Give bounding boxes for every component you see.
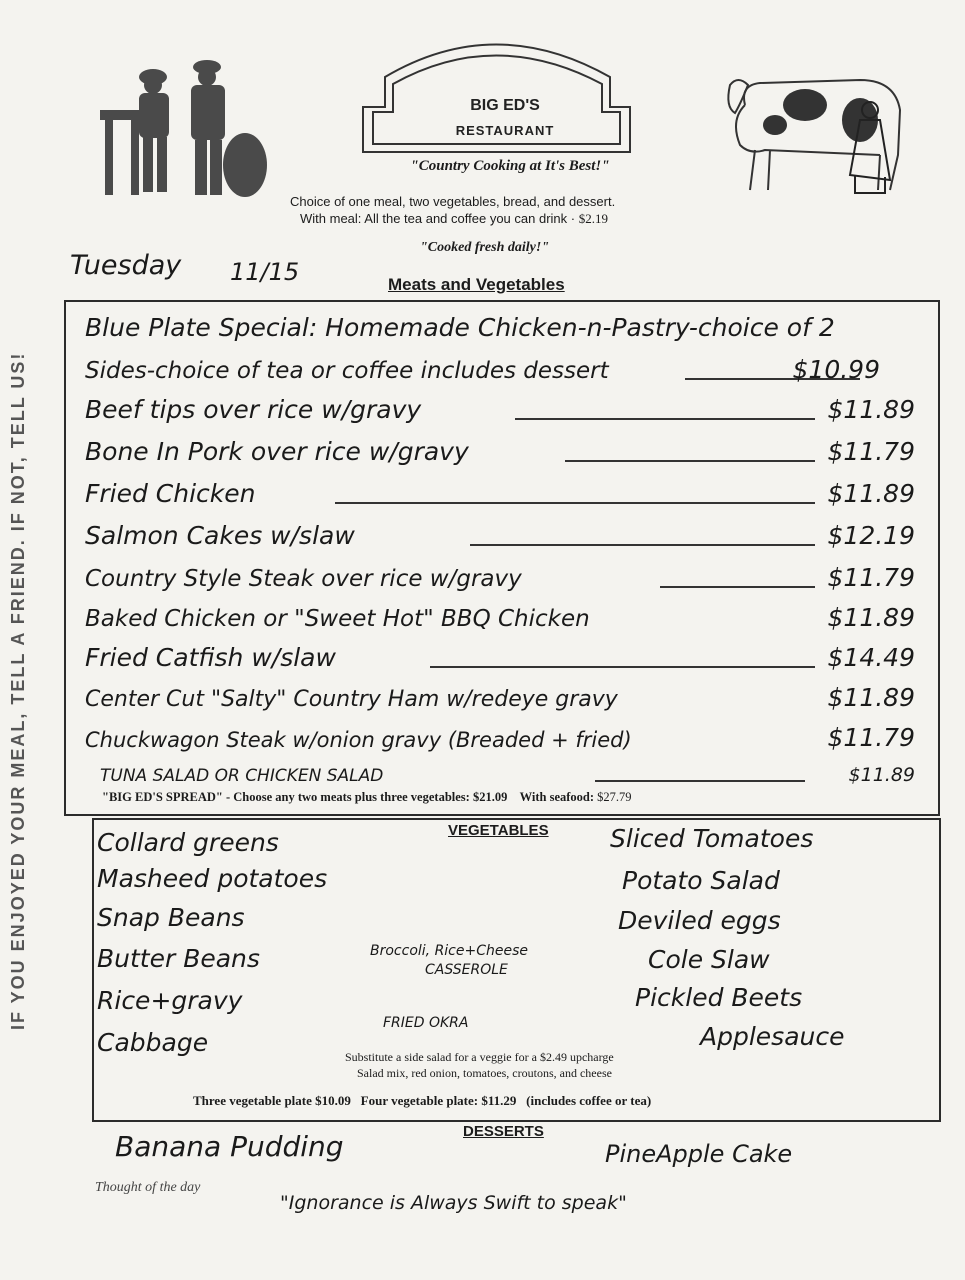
vegetables-title: VEGETABLES bbox=[448, 822, 549, 839]
leader-line bbox=[515, 418, 815, 420]
menu-item-row bbox=[85, 390, 925, 426]
leader-line bbox=[430, 666, 815, 668]
side-slogan: IF YOU ENJOYED YOUR MEAL, TELL A FRIEND. IF NOT, TELL US! bbox=[8, 351, 28, 1030]
leader-line bbox=[595, 780, 805, 782]
menu-item-name: Fried Catfish w/slaw bbox=[85, 643, 336, 672]
menu-item-row bbox=[85, 558, 925, 594]
menu-item-row bbox=[85, 516, 925, 552]
menu-day: Tuesday bbox=[70, 250, 182, 281]
substitute-note: Substitute a side salad for a veggie for a $2.49 upcharge bbox=[345, 1050, 614, 1064]
restaurant-logo bbox=[355, 32, 640, 157]
seafood-label: With seafood: bbox=[519, 790, 595, 804]
logo-subtitle: RESTAURANT bbox=[455, 123, 555, 138]
dessert-item: PineApple Cake bbox=[605, 1140, 793, 1168]
menu-item-row bbox=[85, 598, 925, 634]
menu-item-name: TUNA SALAD OR CHICKEN SALAD bbox=[100, 766, 384, 786]
vegetable-item: Snap Beans bbox=[97, 903, 245, 932]
with-meal-line: With meal: All the tea and coffee you can drink · $2.19 bbox=[300, 211, 608, 226]
menu-date: 11/15 bbox=[230, 258, 300, 286]
menu-item-price: $12.19 bbox=[827, 521, 915, 550]
salad-note: Salad mix, red onion, tomatoes, croutons, and cheese bbox=[357, 1066, 612, 1080]
vegetable-item: Applesauce bbox=[700, 1022, 845, 1051]
menu-item-name: Beef tips over rice w/gravy bbox=[85, 395, 422, 424]
vegetable-item: Cabbage bbox=[97, 1028, 209, 1057]
menu-item-name: Blue Plate Special: Homemade Chicken-n-Pastry-choice of 2 bbox=[85, 313, 835, 342]
menu-item-price: $11.79 bbox=[827, 723, 915, 752]
vegetable-item: Butter Beans bbox=[97, 944, 260, 973]
menu-item-name: Chuckwagon Steak w/onion gravy (Breaded + fried) bbox=[85, 728, 632, 752]
vegetable-item: Collard greens bbox=[97, 828, 279, 857]
menu-item-name: Center Cut "Salty" Country Ham w/redeye gravy bbox=[85, 687, 618, 712]
menu-item-price: $11.89 bbox=[827, 479, 915, 508]
menu-item-price: $11.79 bbox=[827, 437, 915, 466]
vegetable-item: Masheed potatoes bbox=[97, 864, 328, 893]
with-meal-text: With meal: All the tea and coffee you can drink bbox=[300, 211, 568, 226]
menu-item-price: $14.49 bbox=[827, 643, 915, 672]
thought-label: Thought of the day bbox=[95, 1180, 201, 1195]
leader-line bbox=[335, 502, 815, 504]
vegetable-item: Pickled Beets bbox=[635, 983, 803, 1012]
farmers-illustration bbox=[95, 55, 275, 205]
menu-item-price: $11.89 bbox=[827, 603, 915, 632]
leader-line bbox=[470, 544, 815, 546]
vegetable-item: Potato Salad bbox=[622, 866, 780, 895]
cow-illustration bbox=[710, 65, 915, 205]
menu-item-row bbox=[85, 718, 925, 754]
menu-item-row bbox=[85, 752, 925, 788]
vegetable-item: Cole Slaw bbox=[648, 945, 770, 974]
logo-name: BIG ED'S bbox=[470, 97, 540, 114]
menu-item-row bbox=[85, 638, 925, 674]
dessert-item: Banana Pudding bbox=[115, 1130, 344, 1163]
menu-item-row bbox=[85, 474, 925, 510]
plate-note: (includes coffee or tea) bbox=[526, 1093, 652, 1108]
spread-price: $21.09 bbox=[472, 790, 508, 804]
menu-item-row bbox=[85, 678, 925, 714]
meats-title: Meats and Vegetables bbox=[388, 275, 565, 294]
menu-item-name: Country Style Steak over rice w/gravy bbox=[85, 566, 522, 592]
menu-item-name: Bone In Pork over rice w/gravy bbox=[85, 437, 469, 466]
big-eds-spread bbox=[102, 790, 632, 805]
menu-item-price: $11.89 bbox=[848, 764, 915, 786]
thought-quote: "Ignorance is Always Swift to speak" bbox=[280, 1192, 627, 1214]
menu-item-name: Fried Chicken bbox=[85, 479, 256, 508]
leader-line bbox=[660, 586, 815, 588]
menu-item-name: Sides-choice of tea or coffee includes dessert bbox=[85, 358, 609, 384]
seafood-price: $27.79 bbox=[597, 790, 632, 804]
choice-line: Choice of one meal, two vegetables, bread, and dessert. bbox=[290, 194, 616, 209]
spread-text: "BIG ED'S SPREAD" - Choose any two meats plus three vegetables: bbox=[102, 790, 470, 804]
menu-item-name: Baked Chicken or "Sweet Hot" BBQ Chicken bbox=[85, 606, 590, 632]
menu-item-price: $10.99 bbox=[792, 355, 880, 384]
with-meal-price: $2.19 bbox=[578, 211, 608, 226]
blue-plate-special-line1 bbox=[85, 308, 925, 344]
menu-item-row bbox=[85, 432, 925, 468]
desserts-title: DESSERTS bbox=[463, 1123, 544, 1140]
four-veg-plate: Four vegetable plate: $11.29 bbox=[360, 1093, 517, 1108]
menu-item-name: Salmon Cakes w/slaw bbox=[85, 521, 355, 550]
tagline: "Country Cooking at It's Best!" bbox=[410, 158, 610, 174]
vegetable-item: Sliced Tomatoes bbox=[610, 824, 814, 853]
leader-line bbox=[565, 460, 815, 462]
vegetable-item: Deviled eggs bbox=[618, 906, 781, 935]
menu-item-price: $11.89 bbox=[827, 395, 915, 424]
vegetable-item: FRIED OKRA bbox=[383, 1015, 469, 1031]
cooked-fresh: "Cooked fresh daily!" bbox=[420, 240, 550, 255]
menu-item-price: $11.79 bbox=[827, 563, 915, 592]
menu-item-price: $11.89 bbox=[827, 683, 915, 712]
vegetable-item: Broccoli, Rice+Cheese bbox=[370, 943, 529, 959]
blue-plate-special-line2 bbox=[85, 350, 925, 386]
three-veg-plate: Three vegetable plate $10.09 bbox=[193, 1093, 351, 1108]
vegetable-item: Rice+gravy bbox=[97, 986, 243, 1015]
vegetable-plate-prices bbox=[193, 1093, 651, 1109]
vegetable-item: CASSEROLE bbox=[425, 962, 508, 978]
